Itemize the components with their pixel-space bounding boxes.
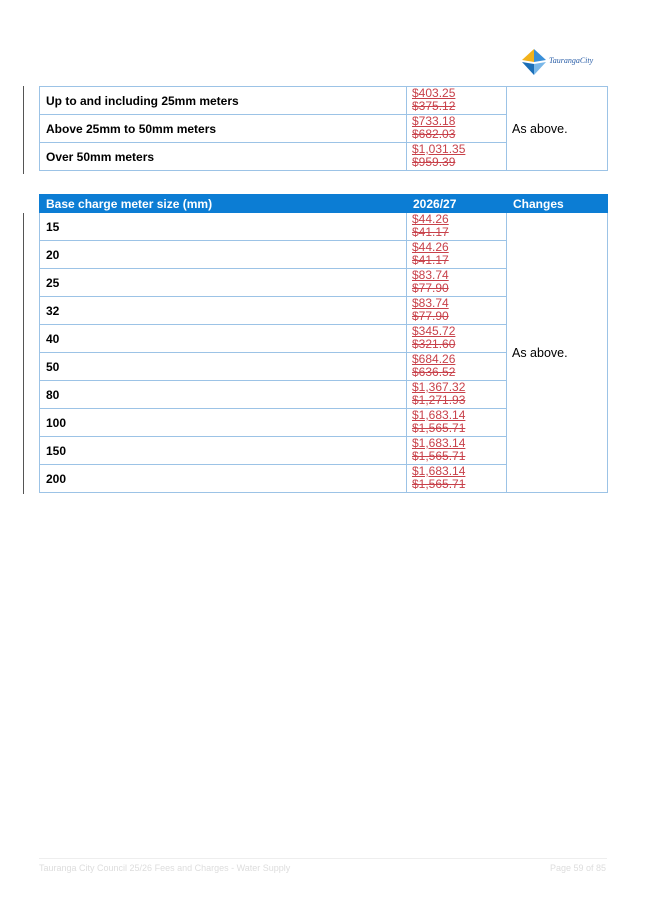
new-fee: $403.25 <box>412 86 456 100</box>
fee-value-cell <box>407 269 507 297</box>
fee-value-cell <box>407 297 507 325</box>
footer-divider <box>39 858 607 859</box>
new-fee: $83.74 <box>412 268 449 282</box>
changes-note: As above. <box>507 213 608 493</box>
base-charge-table <box>39 194 608 493</box>
new-fee: $44.26 <box>412 240 449 254</box>
fee-value-cell <box>407 325 507 353</box>
table-row <box>40 87 608 115</box>
previous-fee: $1,565.71 <box>412 421 466 435</box>
new-fee: $1,683.14 <box>412 464 466 478</box>
previous-fee: $41.17 <box>412 253 449 267</box>
new-fee: $1,031.35 <box>412 142 466 156</box>
row-label: Above 25mm to 50mm meters <box>40 115 407 143</box>
row-label: 200 <box>40 465 407 493</box>
previous-fee: $41.17 <box>412 225 449 239</box>
tauranga-city-logo <box>521 48 611 76</box>
fee-value-cell <box>407 465 507 493</box>
previous-fee: $375.12 <box>412 99 456 113</box>
row-label: 20 <box>40 241 407 269</box>
footer-page-number: Page 59 of 85 <box>549 863 606 873</box>
revision-change-bar <box>23 86 24 174</box>
row-label: Over 50mm meters <box>40 143 407 171</box>
previous-fee: $1,565.71 <box>412 477 466 491</box>
fee-value-cell <box>407 143 507 171</box>
row-label: 40 <box>40 325 407 353</box>
table-row <box>40 213 608 241</box>
new-fee: $733.18 <box>412 114 456 128</box>
fee-value-cell <box>407 353 507 381</box>
header-meter-size: Base charge meter size (mm) <box>40 195 407 213</box>
fee-value-cell <box>407 241 507 269</box>
previous-fee: $1,271.93 <box>412 393 466 407</box>
new-fee: $1,367.32 <box>412 380 466 394</box>
previous-fee: $1,565.71 <box>412 449 466 463</box>
new-fee: $345.72 <box>412 324 456 338</box>
fee-value-cell <box>407 381 507 409</box>
row-label: 32 <box>40 297 407 325</box>
fee-value-cell <box>407 115 507 143</box>
logo-text: TaurangaCity <box>549 56 594 65</box>
row-label: 80 <box>40 381 407 409</box>
fee-value-cell <box>407 409 507 437</box>
row-label: 25 <box>40 269 407 297</box>
previous-fee: $321.60 <box>412 337 456 351</box>
logo-mark-icon <box>521 48 547 76</box>
new-fee: $1,683.14 <box>412 436 466 450</box>
row-label: Up to and including 25mm meters <box>40 87 407 115</box>
new-fee: $83.74 <box>412 296 449 310</box>
meter-charges-table <box>39 86 608 171</box>
header-year: 2026/27 <box>407 195 507 213</box>
previous-fee: $682.03 <box>412 127 456 141</box>
fee-value-cell <box>407 213 507 241</box>
row-label: 150 <box>40 437 407 465</box>
previous-fee: $77.90 <box>412 281 449 295</box>
changes-note: As above. <box>507 87 608 171</box>
new-fee: $1,683.14 <box>412 408 466 422</box>
header-changes: Changes <box>507 195 608 213</box>
row-label: 15 <box>40 213 407 241</box>
row-label: 100 <box>40 409 407 437</box>
previous-fee: $636.52 <box>412 365 456 379</box>
row-label: 50 <box>40 353 407 381</box>
table-header-row <box>40 195 608 213</box>
revision-change-bar <box>23 213 24 494</box>
fee-value-cell <box>407 87 507 115</box>
footer-document-title: Tauranga City Council 25/26 Fees and Charges - Water Supply <box>39 863 291 873</box>
fee-value-cell <box>407 437 507 465</box>
previous-fee: $77.90 <box>412 309 449 323</box>
previous-fee: $959.39 <box>412 155 456 169</box>
new-fee: $684.26 <box>412 352 456 366</box>
new-fee: $44.26 <box>412 212 449 226</box>
